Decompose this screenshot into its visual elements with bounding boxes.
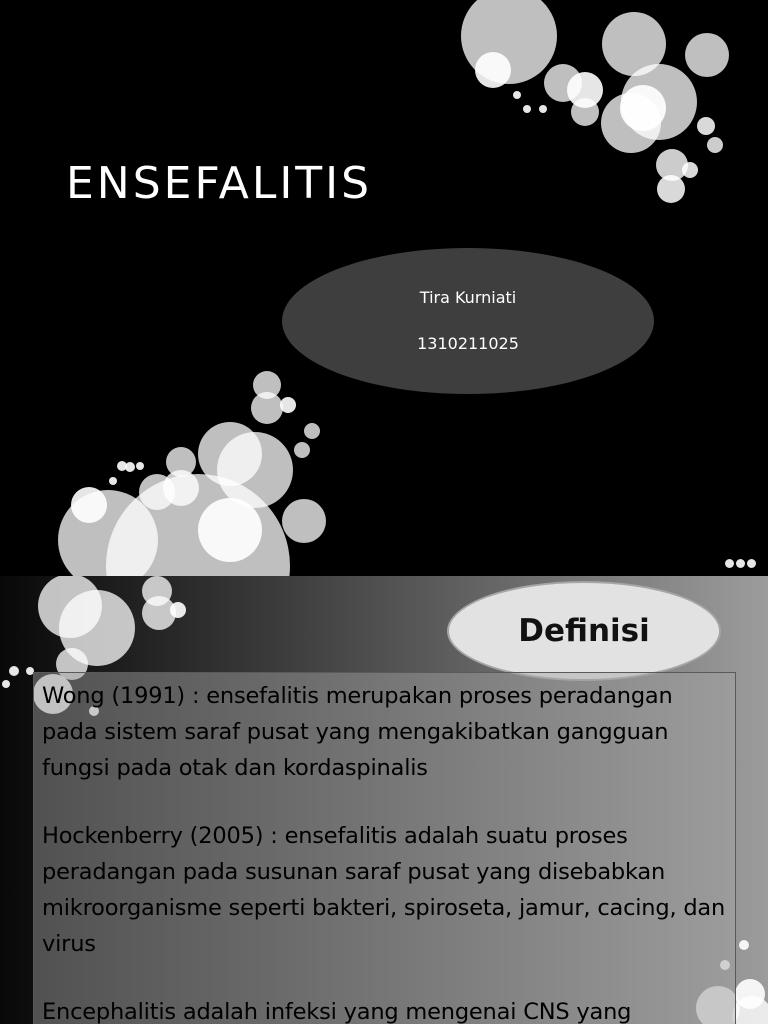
author-oval xyxy=(282,248,654,394)
definition-content-box xyxy=(33,672,736,1024)
author-name: Tira Kurniati xyxy=(419,288,517,307)
definition-heading: Definisi xyxy=(518,613,650,649)
definition-heading-oval xyxy=(447,581,721,681)
definition-paragraph-encephalitis: Encephalitis adalah infeksi yang mengenai CNS yang xyxy=(42,999,632,1024)
author-id: 1310211025 xyxy=(417,334,519,353)
slide-nav-dots[interactable] xyxy=(725,553,758,572)
definition-slide xyxy=(0,576,768,1024)
definition-paragraph-hockenberry: Hockenberry (2005) : ensefalitis adalah suatu proses peradangan pada susunan saraf pusat yang disebabkan mikroorganisme seperti bakteri, spiroseta, jamur, cacing, dan virus xyxy=(42,823,726,957)
presentation-title: ENSEFALITIS xyxy=(66,158,373,209)
decorative-bubbles-bottom-left xyxy=(58,371,326,576)
definition-paragraph-wong: Wong (1991) : ensefalitis merupakan proses peradangan pada sistem saraf pusat yang mengakibatkan gangguan fungsi pada otak dan kordaspinalis xyxy=(42,683,673,781)
